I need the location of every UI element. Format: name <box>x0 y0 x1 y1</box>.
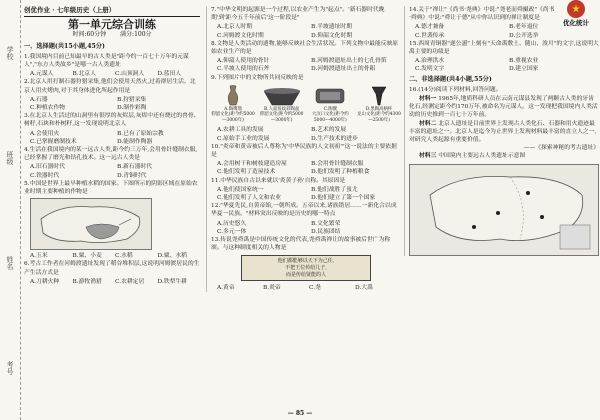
option: A.旧石器时代 <box>30 164 66 171</box>
binding-label: 班级 <box>6 150 14 165</box>
option: D.大禹 <box>355 285 373 292</box>
question-5: 5.中国是世界上最早种植水稻的国家。下图所示的阴影区域在原始农业时期主要种植的作物是 <box>24 180 198 196</box>
question-10: 10."炎帝和黄帝被后人尊称为'中华民族的人文初祖'"这一说法的主要依据是 <box>211 143 397 158</box>
option: B.已有了原始宗教 <box>117 130 164 137</box>
column-middle <box>206 6 401 292</box>
artifact-image <box>211 85 255 107</box>
option: C.尧 <box>309 285 321 292</box>
artifact-label: A.陶鹰鼎 <box>224 106 242 112</box>
option: C.世袭传承 <box>415 32 445 39</box>
material-label: 材料二 <box>419 120 437 127</box>
artifact-figure <box>308 85 352 124</box>
options <box>211 160 401 176</box>
option: C.种植农作物 <box>30 105 66 112</box>
option: D.民族团结 <box>311 228 341 235</box>
option: C.他们发明了造屋技术 <box>217 169 276 176</box>
source-citation: ——《探索神秘的考古遗址》 <box>523 145 599 152</box>
binding-label: 学校 <box>6 45 14 60</box>
question-16: 16.(14分)阅读下列材料,回答问题。 <box>409 86 502 93</box>
option: C.发明文字 <box>415 66 445 73</box>
option: A.北京人时期 <box>217 24 253 31</box>
option: A.玉米 <box>30 253 48 260</box>
option: B.粟、小麦 <box>72 253 102 260</box>
question-7: 7."中华文明的起源是一个过程,以农业产生为"起点"。'新石器时代晚期'到'距今五千年前后'这一阶段是" <box>211 7 385 22</box>
option: B.重视农业 <box>509 58 539 65</box>
option: B.狩猎采集 <box>117 96 147 103</box>
map-outline <box>31 199 151 249</box>
option: C.多元一体 <box>217 228 247 235</box>
option: B.河姆渡遗址出土的七孔骨笛 <box>311 58 387 65</box>
option: C.河姆渡文化时期 <box>217 32 264 39</box>
artifact-label: C.陶鬶 <box>323 106 337 112</box>
option: D.能制作陶器 <box>117 138 153 145</box>
binding-margin <box>0 0 21 420</box>
option: B.文化繁荣 <box>311 220 341 227</box>
question-14: 14.关于"禅让"《尚书·尧典》中说:"尧老而舜摄政"《尚书·舜典》中说:"舜让于德"从中你认识到的禅让制度是 <box>409 7 555 22</box>
option: A.石器 <box>30 96 48 103</box>
artifact-figure <box>357 85 401 124</box>
option: C.铁器时代 <box>30 172 60 179</box>
scroll-quote-box <box>241 255 371 281</box>
option: C.原始手工业的发展 <box>217 135 270 142</box>
question-3: 3.在北京人生活过的山洞里有很厚的灰烬层,灰烬中还有烧过的兽骨、树籽,石块和朴树籽,这一发现说明北京人 <box>24 113 200 128</box>
option: B.会用骨针缝制衣服 <box>311 161 364 168</box>
scroll-line: 不把王位传给儿子, <box>285 264 327 271</box>
question-2: 2.北京人用打制石器狩猎采集,他们会使用天然火,过着群居生活。北京人用火烤肉,对于其身体进化所起作用是 <box>24 79 196 94</box>
section-heading: 一、选择题(共15小题,45分) <box>24 42 105 50</box>
artifact-label: D.黑陶高柄杯 <box>365 106 393 112</box>
question-4: 4.生活在我国境内的某一远古人类,距今约三万年,会用骨针缝制衣服,已经掌握了磨光和钻孔技术。这一远古人类是 <box>24 147 198 162</box>
options <box>24 130 200 146</box>
column-left <box>24 6 200 286</box>
option: D.青铜时代 <box>117 172 147 179</box>
option: B.半坡遗址时期 <box>311 24 352 31</box>
option: A.治理洪水 <box>415 58 445 65</box>
options <box>211 23 401 39</box>
option: D.公开选举 <box>509 32 539 39</box>
options <box>24 252 200 260</box>
option: B.炎帝 <box>263 285 281 292</box>
option: D.生产技术的进步 <box>311 135 358 142</box>
option: C.已掌握磨制技术 <box>30 138 77 145</box>
option: B.游牧渔猎 <box>72 278 102 285</box>
question-8: 8.文物是人类活动的遗物,能够反映社会生活状况。下列文物中最能反映原始农业生产的是 <box>211 40 399 56</box>
sites-map-figure <box>409 164 599 256</box>
artifact-note: 龙山文化(距今约4300—2500年) <box>357 112 401 123</box>
option: D.蓝田人 <box>157 71 182 78</box>
artifact-figures <box>211 85 401 124</box>
time-limit: 时间:60分钟 <box>72 31 107 39</box>
options <box>24 163 200 179</box>
china-map-figure <box>30 198 152 250</box>
logo-text: 优化统计 <box>563 19 589 27</box>
scroll-line: 而是传给贤能的人 <box>285 271 326 278</box>
sites-map <box>410 165 598 255</box>
material-text: 北京人遗址是目前世界上发现古人类化石、石器和用火遗迹最丰富的遗址之一。北京人是迄今为止世界上发现材料最丰富的直立人之一,对研究人类起源有重要价值。 <box>409 120 597 144</box>
option: A.刀耕火种 <box>30 278 60 285</box>
option: A.会用树干和树枝建造房屋 <box>217 161 287 168</box>
section-heading: 二、非选择题(共4小题,55分) <box>409 75 492 83</box>
artifact-note: 仰韶文化(距今约5000—3000年) <box>259 112 304 123</box>
option: B.老年退位 <box>509 24 539 31</box>
option: C.山顶洞人 <box>115 71 145 78</box>
material-three <box>409 152 599 160</box>
option: C.农耕定居 <box>115 278 145 285</box>
artifact-note: 仰韶文化(距今约5000—3000年) <box>211 112 255 123</box>
material-text: 中国境内主要远古人类遗址示意图 <box>438 153 526 160</box>
option: B.他们战胜了蚩尤 <box>311 186 358 193</box>
options <box>211 126 401 142</box>
material-text: 1965年,地质科研人员在云南元谋县发现了两颗古人类的牙齿化石,经测定距今约170万年,被命名为元谋人。这一发现把我国境内人类活动的历史推到一百七十万年前。 <box>409 96 598 119</box>
material-label: 材料三 <box>419 153 437 160</box>
option: C.他们发明了人文和农业 <box>217 194 282 201</box>
options <box>24 96 200 112</box>
question-15: 15.西周青铜器"遂公盨"上刻有"天命禹敷土、随山、浚川"的文字,这说明大禹主要的功绩是 <box>409 40 599 56</box>
option: D.制作彩陶 <box>117 105 147 112</box>
option: D.他们发明了种植粮食 <box>311 169 370 176</box>
question-13: 13.传说尧舜禹是中国传统文化的代表,尧舜禹禅让的故事被后世广为称颂。与这种制度相关的人物是 <box>211 236 391 252</box>
scroll-line: 他们都能够以天下为己任, <box>277 258 335 265</box>
logo-emblem-icon: ★ <box>567 0 585 18</box>
exam-meta <box>24 31 200 39</box>
option: C.水稻 <box>115 253 133 260</box>
material-label: 材料一 <box>419 96 437 103</box>
question-6: 6.考古工作者在河姆渡遗址发现了稻谷堆积层,这说明河姆渡居民的生产生活方式是 <box>24 261 200 276</box>
artifact-image <box>260 85 304 107</box>
options <box>211 186 401 202</box>
artifact-label: B.人面鱼纹彩陶盆 <box>263 106 300 112</box>
column-right <box>404 6 599 256</box>
option: A.德才兼备 <box>415 24 445 31</box>
option: B.艺术的发展 <box>311 127 347 134</box>
option: A.农耕工具的发展 <box>217 127 264 134</box>
option: D.建立国家 <box>509 66 539 73</box>
question-1: 1.我国境内目前已知最早的古人类是"距今约一百七十万年的元谋人","东方人类故乡"是哪一古人类遗址 <box>24 53 189 69</box>
material-one <box>409 95 599 120</box>
option: A.仰韶人使用的骨针 <box>217 58 270 65</box>
option: B.新石器时代 <box>117 164 153 171</box>
brand-logo <box>554 0 598 34</box>
page-title: 第一单元综合训练 <box>68 18 156 32</box>
artifact-note: 大汶口文化(距今约5000—4000年) <box>311 112 349 123</box>
option: D.仰韶文化时期 <box>311 32 353 39</box>
artifact-figure <box>260 85 304 124</box>
full-score: 满分:100分 <box>120 31 152 39</box>
option: D.他们建立了第一个国家 <box>311 194 376 201</box>
question-12: 12."华夏先民,自黄帝始,一朝所成。五帝以来,诸族错居……一新化合以成华夏一民族。"材料突出反映的是历史的哪一特点 <box>211 203 397 218</box>
options <box>211 284 401 292</box>
option: A.历史悠久 <box>217 220 247 227</box>
option: A.他们使国家统一 <box>217 186 264 193</box>
options <box>211 57 401 73</box>
option: A.会使用火 <box>30 130 60 137</box>
option: A.黄帝 <box>217 285 235 292</box>
artifact-image <box>357 85 401 107</box>
binding-label: 姓名 <box>6 255 14 270</box>
option: D.河姆渡遗址出土的骨耜 <box>311 66 376 73</box>
option: A.元谋人 <box>30 71 54 78</box>
options <box>211 220 401 236</box>
question-9: 9.下列图片中的文物所共同反映的是 <box>211 74 304 81</box>
artifact-figure <box>211 85 255 124</box>
options <box>409 57 599 73</box>
page-number: — 85 — <box>287 410 313 417</box>
question-11: 11.中华民族自古以来就以'炎黄子孙'自称。其原因是 <box>211 177 346 184</box>
option: D.铁犁牛耕 <box>157 278 187 285</box>
options <box>24 70 200 78</box>
option: C.半坡人使用的石斧 <box>217 66 270 73</box>
artifact-image <box>308 85 352 107</box>
options <box>24 278 200 286</box>
series-header: 创优作业 · 七年级历史（上册） <box>24 6 200 17</box>
option: B.北京人 <box>72 71 96 78</box>
material-two <box>409 120 599 145</box>
binding-label: 考号 <box>6 360 14 375</box>
option: D.粟、水稻 <box>157 253 187 260</box>
